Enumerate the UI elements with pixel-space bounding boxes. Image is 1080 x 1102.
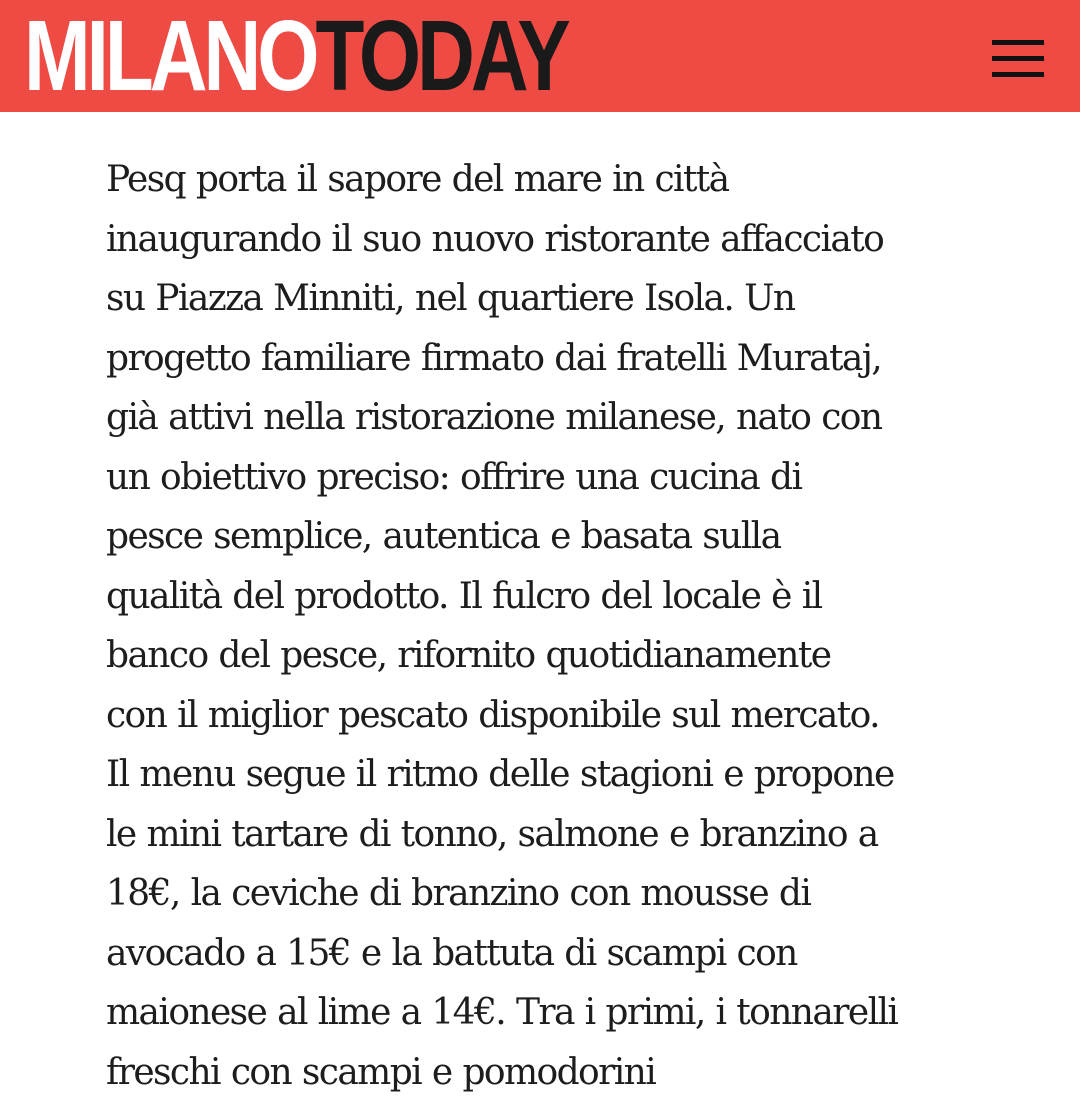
article-paragraph: Pesq porta il sapore del mare in città inaugurando il suo nuovo ristorante affacciato su Piazza Minniti, nel quartiere Isola. Un progetto familiare firmato dai fratelli Murataj, già attivi nella ristorazione milanese, nato con un obiettivo preciso: offrire una cucina di pesce semplice, autentica e basata sulla qualità del prodotto. Il fulcro del locale è il banco del pesce, rifornito quotidianamente con il miglior pescato disponibile sul mercato. Il menu segue il ritmo delle stagioni e propone le mini tartare di tonno, salmone e branzino a 18€, la ceviche di branzino con mousse di avocado a 15€ e la battuta di scampi con maionese al lime a 14€. Tra i primi, i tonnarelli freschi con scampi e pomodorini [106,159,898,1093]
logo-milano: MILANO [24,0,316,112]
hamburger-menu-icon[interactable] [988,38,1048,82]
article-content [106,150,986,1093]
site-header [0,0,1080,112]
menu-line [992,72,1044,77]
site-logo[interactable] [24,0,567,112]
menu-line [992,40,1044,45]
menu-line [992,56,1044,61]
logo-today: TODAY [315,0,567,112]
